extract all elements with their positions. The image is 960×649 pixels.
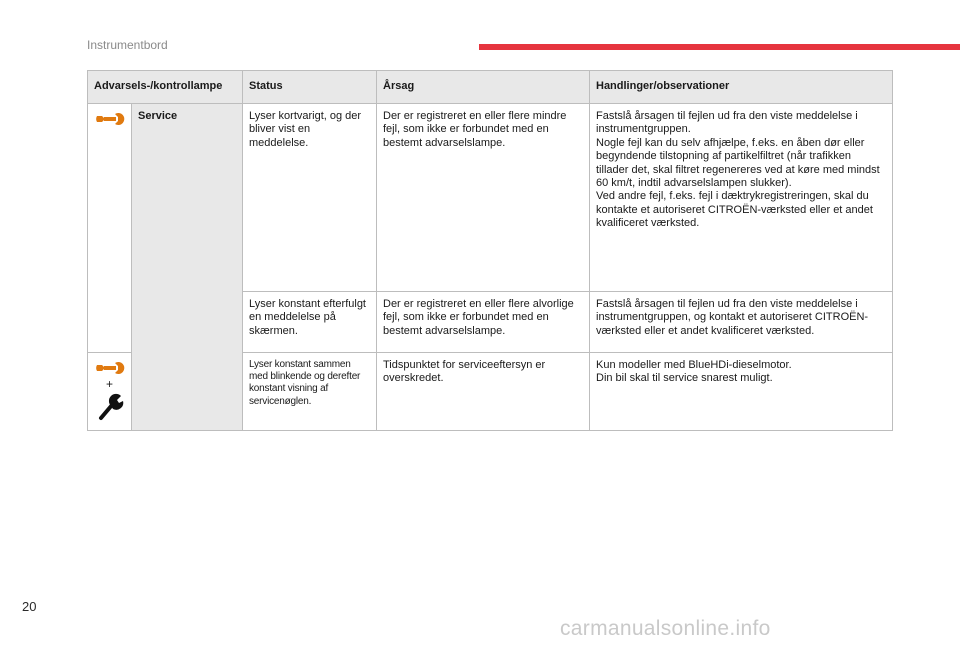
watermark: carmanualsonline.info (560, 617, 771, 640)
cause-cell: Der er registreret en eller flere alvorlige fejl, som ikke er forbundet med en bestemt advarselslampe. (377, 292, 590, 353)
header-cause: Årsag (377, 71, 590, 104)
lamp-icon-cell (88, 104, 132, 353)
status-cell: Lyser konstant efterfulgt en meddelelse på skærmen. (243, 292, 377, 353)
action-line: Fastslå årsagen til fejlen ud fra den viste meddelelse i instrumentgruppen. (596, 110, 858, 136)
service-wrench-icon (94, 359, 126, 377)
warning-lamp-table (87, 70, 893, 431)
service-wrench-icon (94, 110, 126, 128)
table-header-row (88, 71, 893, 104)
cause-cell: Der er registreret en eller flere mindre fejl, som ikke er forbundet med en bestemt advarselslampe. (377, 104, 590, 292)
status-cell: Lyser kortvarigt, og der bliver vist en meddelelse. (243, 104, 377, 292)
header-status: Status (243, 71, 377, 104)
lamp-name: Service (132, 104, 243, 431)
page-header-title: Instrumentbord (87, 38, 168, 52)
actions-cell (590, 353, 893, 431)
actions-cell (590, 292, 893, 353)
action-line: Fastslå årsagen til fejlen ud fra den viste meddelelse i instrumentgruppen, og kontakt et autoriseret CITROËN-værksted eller et andet kvalificeret værksted. (596, 298, 869, 337)
header-actions: Handlinger/observationer (590, 71, 893, 104)
header-lamp: Advarsels-/kontrollampe (88, 71, 243, 104)
page-number: 20 (22, 599, 37, 614)
header-accent-bar (479, 44, 960, 50)
spanner-icon (95, 393, 125, 421)
cause-cell: Tidspunktet for serviceeftersyn er overskredet. (377, 353, 590, 431)
action-line: Nogle fejl kan du selv afhjælpe, f.eks. en åben dør eller begyndende tilstopning af partikelfiltret (når trafikken tillader det, skal filtret regenereres ved at køre med mindst 60 km/t, indtil advarselslampen slukker). (596, 136, 880, 190)
lamp-icon-cell (88, 353, 132, 431)
table-row (88, 104, 893, 292)
action-line: Din bil skal til service snarest muligt. (596, 372, 773, 385)
status-cell: Lyser konstant sammen med blinkende og derefter konstant visning af servicenøglen. (243, 353, 377, 431)
plus-sign: + (105, 377, 113, 391)
actions-cell (590, 104, 893, 292)
action-line: Ved andre fejl, f.eks. fejl i dæktrykregistreringen, skal du kontakte et autoriseret CITROËN-værksted eller et andet kvalificeret værksted. (596, 190, 873, 230)
action-line: Kun modeller med BlueHDi-dieselmotor. (596, 359, 792, 371)
